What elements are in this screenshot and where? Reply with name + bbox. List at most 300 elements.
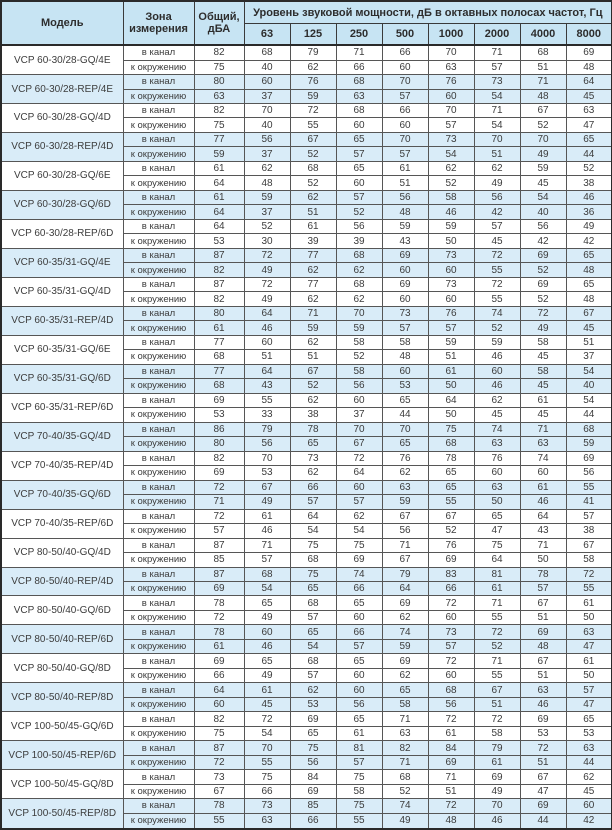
- freq-value-cell: 63: [428, 60, 474, 74]
- freq-value-cell: 46: [244, 524, 290, 538]
- freq-value-cell: 69: [382, 248, 428, 262]
- zone-cell: в канал: [123, 538, 194, 552]
- freq-value-cell: 52: [290, 147, 336, 161]
- freq-value-cell: 59: [290, 321, 336, 335]
- header-zone: Зона измерения: [123, 1, 194, 45]
- table-row: [1, 451, 612, 465]
- freq-value-cell: 49: [382, 813, 428, 829]
- model-cell: VCP 70-40/35-REP/6D: [1, 509, 123, 538]
- freq-value-cell: 66: [336, 60, 382, 74]
- freq-value-cell: 67: [382, 553, 428, 567]
- freq-value-cell: 44: [566, 755, 612, 769]
- freq-value-cell: 57: [382, 89, 428, 103]
- total-dba-cell: 80: [194, 306, 244, 320]
- freq-value-cell: 49: [244, 668, 290, 682]
- total-dba-cell: 77: [194, 335, 244, 349]
- freq-value-cell: 69: [290, 784, 336, 798]
- freq-value-cell: 48: [520, 89, 566, 103]
- freq-value-cell: 63: [566, 741, 612, 755]
- freq-value-cell: 45: [566, 321, 612, 335]
- freq-value-cell: 61: [474, 581, 520, 595]
- zone-cell: в канал: [123, 132, 194, 146]
- freq-value-cell: 45: [474, 408, 520, 422]
- freq-value-cell: 68: [290, 654, 336, 668]
- freq-value-cell: 73: [428, 625, 474, 639]
- freq-value-cell: 57: [382, 147, 428, 161]
- freq-value-cell: 72: [520, 741, 566, 755]
- freq-value-cell: 49: [520, 147, 566, 161]
- freq-value-cell: 63: [520, 437, 566, 451]
- zone-cell: к окружению: [123, 408, 194, 422]
- freq-value-cell: 54: [566, 393, 612, 407]
- freq-value-cell: 58: [336, 784, 382, 798]
- zone-cell: в канал: [123, 654, 194, 668]
- freq-value-cell: 81: [336, 741, 382, 755]
- freq-value-cell: 65: [566, 248, 612, 262]
- freq-value-cell: 67: [566, 306, 612, 320]
- freq-value-cell: 84: [428, 741, 474, 755]
- freq-value-cell: 60: [474, 466, 520, 480]
- total-dba-cell: 75: [194, 726, 244, 740]
- table-row: [1, 104, 612, 118]
- zone-cell: к окружению: [123, 147, 194, 161]
- freq-value-cell: 75: [244, 770, 290, 784]
- freq-value-cell: 51: [382, 176, 428, 190]
- freq-value-cell: 44: [566, 408, 612, 422]
- freq-value-cell: 46: [474, 350, 520, 364]
- freq-value-cell: 52: [290, 176, 336, 190]
- freq-value-cell: 55: [474, 263, 520, 277]
- freq-value-cell: 57: [474, 219, 520, 233]
- total-dba-cell: 77: [194, 132, 244, 146]
- freq-value-cell: 68: [428, 683, 474, 697]
- freq-value-cell: 69: [520, 277, 566, 291]
- freq-value-cell: 61: [244, 509, 290, 523]
- freq-value-cell: 64: [336, 466, 382, 480]
- freq-value-cell: 60: [244, 75, 290, 89]
- freq-value-cell: 61: [382, 161, 428, 175]
- freq-value-cell: 75: [336, 770, 382, 784]
- header-freq-125: 125: [290, 24, 336, 46]
- freq-value-cell: 75: [290, 538, 336, 552]
- total-dba-cell: 53: [194, 408, 244, 422]
- zone-cell: к окружению: [123, 437, 194, 451]
- freq-value-cell: 51: [428, 350, 474, 364]
- freq-value-cell: 37: [244, 147, 290, 161]
- table-row: [1, 509, 612, 523]
- freq-value-cell: 61: [474, 755, 520, 769]
- freq-value-cell: 58: [520, 364, 566, 378]
- freq-value-cell: 57: [428, 118, 474, 132]
- freq-value-cell: 67: [428, 509, 474, 523]
- freq-value-cell: 56: [244, 437, 290, 451]
- freq-value-cell: 72: [428, 712, 474, 726]
- freq-value-cell: 72: [566, 567, 612, 581]
- freq-value-cell: 61: [336, 726, 382, 740]
- freq-value-cell: 55: [474, 292, 520, 306]
- total-dba-cell: 77: [194, 364, 244, 378]
- freq-value-cell: 62: [290, 190, 336, 204]
- freq-value-cell: 58: [382, 697, 428, 711]
- zone-cell: в канал: [123, 219, 194, 233]
- table-header: [1, 1, 612, 45]
- freq-value-cell: 49: [474, 176, 520, 190]
- total-dba-cell: 55: [194, 813, 244, 829]
- freq-value-cell: 77: [290, 248, 336, 262]
- freq-value-cell: 70: [382, 422, 428, 436]
- zone-cell: к окружению: [123, 466, 194, 480]
- freq-value-cell: 57: [244, 553, 290, 567]
- zone-cell: в канал: [123, 625, 194, 639]
- zone-cell: к окружению: [123, 89, 194, 103]
- header-freq-500: 500: [382, 24, 428, 46]
- freq-value-cell: 55: [474, 610, 520, 624]
- freq-value-cell: 60: [428, 668, 474, 682]
- freq-value-cell: 39: [336, 234, 382, 248]
- total-dba-cell: 69: [194, 581, 244, 595]
- freq-value-cell: 56: [290, 755, 336, 769]
- table-row: [1, 712, 612, 726]
- model-cell: VCP 80-50/40-GQ/4D: [1, 538, 123, 567]
- freq-value-cell: 78: [290, 422, 336, 436]
- freq-value-cell: 59: [244, 190, 290, 204]
- model-cell: VCP 70-40/35-REP/4D: [1, 451, 123, 480]
- freq-value-cell: 57: [474, 60, 520, 74]
- freq-value-cell: 73: [290, 451, 336, 465]
- model-cell: VCP 60-30/28-GQ/4E: [1, 45, 123, 75]
- freq-value-cell: 55: [474, 668, 520, 682]
- freq-value-cell: 46: [244, 639, 290, 653]
- freq-value-cell: 52: [474, 639, 520, 653]
- freq-value-cell: 74: [474, 306, 520, 320]
- freq-value-cell: 64: [244, 306, 290, 320]
- freq-value-cell: 72: [474, 712, 520, 726]
- freq-value-cell: 79: [382, 567, 428, 581]
- freq-value-cell: 55: [566, 581, 612, 595]
- freq-value-cell: 72: [474, 277, 520, 291]
- freq-value-cell: 52: [428, 176, 474, 190]
- header-total: Общий, дБА: [194, 1, 244, 45]
- freq-value-cell: 58: [336, 335, 382, 349]
- freq-value-cell: 37: [336, 408, 382, 422]
- freq-value-cell: 50: [474, 495, 520, 509]
- freq-value-cell: 36: [566, 205, 612, 219]
- freq-value-cell: 62: [290, 292, 336, 306]
- freq-value-cell: 68: [290, 553, 336, 567]
- freq-value-cell: 60: [566, 799, 612, 813]
- table-row: [1, 161, 612, 175]
- freq-value-cell: 60: [336, 176, 382, 190]
- total-dba-cell: 60: [194, 697, 244, 711]
- header-freq-8000: 8000: [566, 24, 612, 46]
- model-cell: VCP 70-40/35-GQ/4D: [1, 422, 123, 451]
- freq-value-cell: 56: [336, 219, 382, 233]
- freq-value-cell: 66: [290, 813, 336, 829]
- freq-value-cell: 72: [428, 799, 474, 813]
- freq-value-cell: 60: [474, 364, 520, 378]
- total-dba-cell: 72: [194, 509, 244, 523]
- freq-value-cell: 81: [474, 567, 520, 581]
- freq-value-cell: 63: [474, 437, 520, 451]
- freq-value-cell: 58: [428, 190, 474, 204]
- table-row: [1, 393, 612, 407]
- freq-value-cell: 57: [336, 495, 382, 509]
- model-cell: VCP 100-50/45-GQ/6D: [1, 712, 123, 741]
- zone-cell: к окружению: [123, 350, 194, 364]
- table-row: [1, 567, 612, 581]
- freq-value-cell: 63: [566, 104, 612, 118]
- freq-value-cell: 64: [244, 364, 290, 378]
- freq-value-cell: 42: [520, 234, 566, 248]
- freq-value-cell: 56: [336, 697, 382, 711]
- zone-cell: к окружению: [123, 639, 194, 653]
- freq-value-cell: 65: [382, 393, 428, 407]
- total-dba-cell: 61: [194, 321, 244, 335]
- freq-value-cell: 66: [336, 581, 382, 595]
- table-row: [1, 538, 612, 552]
- zone-cell: в канал: [123, 104, 194, 118]
- freq-value-cell: 60: [336, 610, 382, 624]
- freq-value-cell: 37: [566, 350, 612, 364]
- freq-value-cell: 72: [244, 248, 290, 262]
- freq-value-cell: 40: [566, 379, 612, 393]
- freq-value-cell: 48: [566, 60, 612, 74]
- freq-value-cell: 71: [382, 755, 428, 769]
- freq-value-cell: 56: [428, 697, 474, 711]
- model-cell: VCP 60-30/28-REP/4D: [1, 132, 123, 161]
- total-dba-cell: 64: [194, 205, 244, 219]
- model-cell: VCP 60-35/31-GQ/6D: [1, 364, 123, 393]
- freq-value-cell: 69: [520, 712, 566, 726]
- zone-cell: к окружению: [123, 118, 194, 132]
- freq-value-cell: 55: [336, 813, 382, 829]
- freq-value-cell: 59: [290, 89, 336, 103]
- freq-value-cell: 60: [336, 393, 382, 407]
- total-dba-cell: 82: [194, 104, 244, 118]
- total-dba-cell: 68: [194, 379, 244, 393]
- total-dba-cell: 87: [194, 741, 244, 755]
- freq-value-cell: 49: [520, 321, 566, 335]
- total-dba-cell: 66: [194, 668, 244, 682]
- freq-value-cell: 50: [428, 379, 474, 393]
- freq-value-cell: 60: [336, 683, 382, 697]
- freq-value-cell: 65: [290, 437, 336, 451]
- model-cell: VCP 80-50/40-REP/4D: [1, 567, 123, 596]
- freq-value-cell: 48: [382, 350, 428, 364]
- freq-value-cell: 74: [336, 567, 382, 581]
- table-row: [1, 364, 612, 378]
- total-dba-cell: 72: [194, 755, 244, 769]
- zone-cell: к окружению: [123, 726, 194, 740]
- total-dba-cell: 78: [194, 625, 244, 639]
- freq-value-cell: 67: [244, 480, 290, 494]
- freq-value-cell: 70: [244, 741, 290, 755]
- model-cell: VCP 60-30/28-REP/6D: [1, 219, 123, 248]
- freq-value-cell: 70: [474, 799, 520, 813]
- freq-value-cell: 75: [290, 567, 336, 581]
- freq-value-cell: 70: [520, 132, 566, 146]
- freq-value-cell: 65: [428, 466, 474, 480]
- freq-value-cell: 38: [566, 524, 612, 538]
- total-dba-cell: 69: [194, 393, 244, 407]
- total-dba-cell: 61: [194, 161, 244, 175]
- freq-value-cell: 70: [336, 422, 382, 436]
- zone-cell: к окружению: [123, 524, 194, 538]
- freq-value-cell: 72: [474, 248, 520, 262]
- freq-value-cell: 49: [244, 610, 290, 624]
- freq-value-cell: 82: [382, 741, 428, 755]
- freq-value-cell: 85: [290, 799, 336, 813]
- freq-value-cell: 57: [336, 639, 382, 653]
- zone-cell: в канал: [123, 277, 194, 291]
- freq-value-cell: 45: [520, 350, 566, 364]
- freq-value-cell: 58: [474, 726, 520, 740]
- freq-value-cell: 67: [336, 437, 382, 451]
- freq-value-cell: 45: [520, 408, 566, 422]
- zone-cell: к окружению: [123, 234, 194, 248]
- freq-value-cell: 59: [520, 161, 566, 175]
- freq-value-cell: 56: [382, 190, 428, 204]
- freq-value-cell: 54: [474, 118, 520, 132]
- freq-value-cell: 51: [520, 755, 566, 769]
- freq-value-cell: 49: [244, 495, 290, 509]
- freq-value-cell: 84: [290, 770, 336, 784]
- freq-value-cell: 73: [428, 132, 474, 146]
- total-dba-cell: 75: [194, 118, 244, 132]
- freq-value-cell: 68: [336, 104, 382, 118]
- zone-cell: к окружению: [123, 495, 194, 509]
- freq-value-cell: 53: [290, 697, 336, 711]
- freq-value-cell: 52: [428, 524, 474, 538]
- freq-value-cell: 45: [244, 697, 290, 711]
- freq-value-cell: 55: [428, 495, 474, 509]
- total-dba-cell: 57: [194, 524, 244, 538]
- freq-value-cell: 60: [382, 364, 428, 378]
- freq-value-cell: 61: [520, 480, 566, 494]
- freq-value-cell: 52: [520, 118, 566, 132]
- zone-cell: в канал: [123, 451, 194, 465]
- freq-value-cell: 65: [336, 596, 382, 610]
- freq-value-cell: 41: [566, 495, 612, 509]
- freq-value-cell: 63: [566, 625, 612, 639]
- freq-value-cell: 68: [336, 277, 382, 291]
- freq-value-cell: 58: [566, 553, 612, 567]
- freq-value-cell: 60: [428, 292, 474, 306]
- freq-value-cell: 60: [382, 118, 428, 132]
- freq-value-cell: 61: [566, 654, 612, 668]
- freq-value-cell: 71: [474, 654, 520, 668]
- freq-value-cell: 60: [428, 610, 474, 624]
- freq-value-cell: 75: [290, 741, 336, 755]
- freq-value-cell: 48: [382, 205, 428, 219]
- freq-value-cell: 48: [566, 292, 612, 306]
- freq-value-cell: 64: [520, 509, 566, 523]
- zone-cell: в канал: [123, 567, 194, 581]
- model-cell: VCP 60-30/28-REP/4E: [1, 75, 123, 104]
- freq-value-cell: 62: [290, 335, 336, 349]
- zone-cell: в канал: [123, 393, 194, 407]
- freq-value-cell: 58: [520, 335, 566, 349]
- freq-value-cell: 53: [566, 726, 612, 740]
- freq-value-cell: 70: [244, 104, 290, 118]
- freq-value-cell: 57: [428, 321, 474, 335]
- freq-value-cell: 48: [566, 263, 612, 277]
- freq-value-cell: 56: [336, 379, 382, 393]
- freq-value-cell: 66: [382, 104, 428, 118]
- freq-value-cell: 70: [428, 45, 474, 60]
- freq-value-cell: 47: [520, 784, 566, 798]
- freq-value-cell: 65: [566, 712, 612, 726]
- model-cell: VCP 80-50/40-GQ/8D: [1, 654, 123, 683]
- freq-value-cell: 65: [336, 161, 382, 175]
- freq-value-cell: 60: [336, 118, 382, 132]
- table-row: [1, 219, 612, 233]
- total-dba-cell: 71: [194, 495, 244, 509]
- total-dba-cell: 72: [194, 480, 244, 494]
- freq-value-cell: 60: [520, 466, 566, 480]
- freq-value-cell: 72: [244, 712, 290, 726]
- freq-value-cell: 76: [382, 451, 428, 465]
- freq-value-cell: 60: [336, 480, 382, 494]
- freq-value-cell: 67: [520, 596, 566, 610]
- total-dba-cell: 59: [194, 147, 244, 161]
- freq-value-cell: 62: [290, 393, 336, 407]
- total-dba-cell: 80: [194, 75, 244, 89]
- freq-value-cell: 73: [428, 277, 474, 291]
- freq-value-cell: 60: [428, 263, 474, 277]
- zone-cell: к окружению: [123, 755, 194, 769]
- freq-value-cell: 71: [520, 538, 566, 552]
- total-dba-cell: 67: [194, 784, 244, 798]
- freq-value-cell: 67: [520, 654, 566, 668]
- model-cell: VCP 80-50/40-REP/6D: [1, 625, 123, 654]
- freq-value-cell: 45: [474, 234, 520, 248]
- freq-value-cell: 68: [336, 248, 382, 262]
- freq-value-cell: 38: [290, 408, 336, 422]
- freq-value-cell: 69: [520, 248, 566, 262]
- freq-value-cell: 79: [244, 422, 290, 436]
- freq-value-cell: 54: [566, 364, 612, 378]
- freq-value-cell: 69: [566, 451, 612, 465]
- freq-value-cell: 64: [474, 553, 520, 567]
- freq-value-cell: 56: [566, 466, 612, 480]
- freq-value-cell: 57: [336, 755, 382, 769]
- model-cell: VCP 60-35/31-GQ/6E: [1, 335, 123, 364]
- table-row: [1, 596, 612, 610]
- freq-value-cell: 67: [290, 364, 336, 378]
- freq-value-cell: 42: [474, 205, 520, 219]
- freq-value-cell: 74: [382, 799, 428, 813]
- freq-value-cell: 59: [566, 437, 612, 451]
- freq-value-cell: 54: [336, 524, 382, 538]
- freq-value-cell: 54: [290, 524, 336, 538]
- freq-value-cell: 52: [566, 161, 612, 175]
- zone-cell: к окружению: [123, 205, 194, 219]
- freq-value-cell: 69: [336, 553, 382, 567]
- zone-cell: в канал: [123, 770, 194, 784]
- total-dba-cell: 82: [194, 263, 244, 277]
- freq-value-cell: 45: [566, 784, 612, 798]
- freq-value-cell: 56: [520, 219, 566, 233]
- freq-value-cell: 46: [566, 190, 612, 204]
- freq-value-cell: 78: [428, 451, 474, 465]
- freq-value-cell: 72: [520, 306, 566, 320]
- freq-value-cell: 66: [336, 625, 382, 639]
- freq-value-cell: 71: [520, 75, 566, 89]
- freq-value-cell: 68: [520, 45, 566, 60]
- zone-cell: к окружению: [123, 610, 194, 624]
- freq-value-cell: 69: [566, 45, 612, 60]
